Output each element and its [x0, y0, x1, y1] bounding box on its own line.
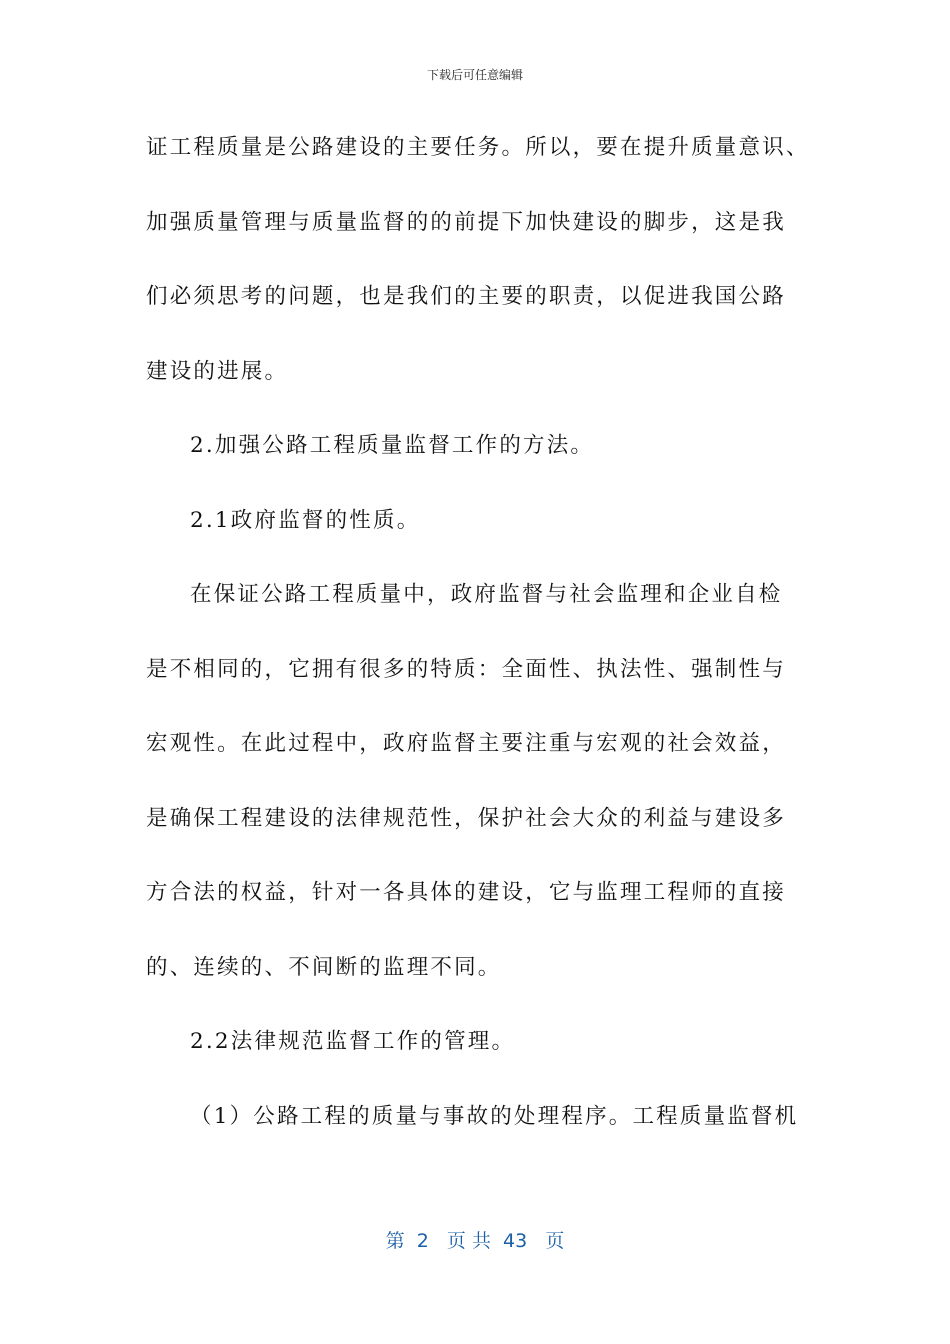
page-number-footer: 第 2 页 共 43 页 — [385, 1230, 565, 1252]
text-line: 方合法的权益，针对一各具体的建设，它与监理工程师的直接 — [146, 880, 786, 905]
page-header-note: 下载后可任意编辑 — [426, 68, 523, 82]
text-line: （1）公路工程的质量与事故的处理程序。工程质量监督机 — [190, 1103, 799, 1129]
text-line: 加强质量管理与质量监督的的前提下加快建设的脚步，这是我 — [146, 209, 786, 235]
section-heading-2-1: 2.1政府监督的性质。 — [190, 507, 421, 533]
text-line: 在保证公路工程质量中，政府监督与社会监理和企业自检 — [190, 582, 783, 607]
text-line: 宏观性。在此过程中，政府监督主要注重与宏观的社会效益， — [146, 731, 786, 756]
document-body — [146, 124, 826, 1167]
section-heading-2: 2.加强公路工程质量监督工作的方法。 — [190, 433, 595, 458]
text-line: 建设的进展。 — [146, 358, 289, 384]
text-line: 们必须思考的问题，也是我们的主要的职责，以促进我国公路 — [146, 284, 786, 309]
text-line: 是不相同的，它拥有很多的特质：全面性、执法性、强制性与 — [146, 656, 786, 682]
section-heading-2-2: 2.2法律规范监督工作的管理。 — [190, 1029, 516, 1054]
text-line: 是确保工程建设的法律规范性，保护社会大众的利益与建设多 — [146, 805, 786, 831]
text-line: 的、连续的、不间断的监理不同。 — [146, 954, 502, 980]
text-line: 证工程质量是公路建设的主要任务。所以，要在提升质量意识、 — [146, 135, 810, 160]
